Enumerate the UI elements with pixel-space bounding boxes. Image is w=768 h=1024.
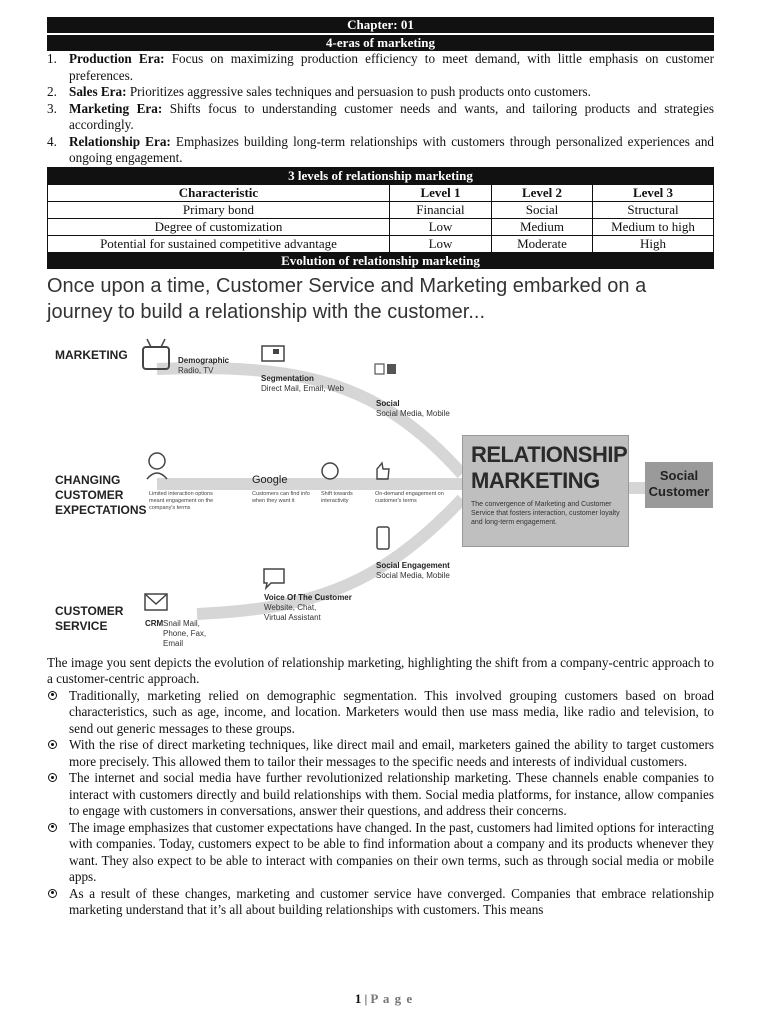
row-label-customer-service: CUSTOMER SERVICE [55,603,124,633]
person-icon [147,453,167,479]
chat-bubble-icon [264,569,284,588]
voice-of-customer-sub: Website, Chat, Virtual Assistant [264,602,321,622]
era-text: Focus on maximizing production efficiency to meet demand, with little emphasis on customer preferences. [69,51,714,83]
limited-options-text: Limited interaction options meant engagement on the company's terms [149,490,214,511]
page-label: P a g e [370,991,414,1006]
era-item [47,101,714,134]
bullet-text: As a result of these changes, marketing and customer service have converged. Companies that embrace relationship marketing understand that it’s all about building relationships with customers. This means [69,885,714,917]
bullet-item [47,770,714,820]
era-number: 3. [47,100,57,116]
relationship-marketing-title: RELATIONSHIP MARKETING [471,441,627,493]
era-item [47,84,714,101]
chapter-heading: Chapter: 01 [47,17,714,33]
row-label-changing-expectations: CHANGING CUSTOMER EXPECTATIONS [55,472,147,517]
relationship-marketing-desc: The convergence of Marketing and Customer Service that fosters interaction, customer loyalty and long-term engagement. [471,500,620,526]
bullet-list [47,688,714,919]
social-sub: Social Media, Mobile [376,408,450,418]
mail-icon [262,346,284,361]
bullet-icon [48,691,57,700]
bullet-item [47,886,714,919]
era-text: Shifts focus to understanding customer needs and wants, and tailoring products and strategies accordingly. [69,100,715,132]
era-name: Marketing Era: [69,100,163,116]
eras-list [47,51,714,167]
thumbs-up-icon [377,463,389,479]
bullet-icon [48,823,57,832]
social-engagement-title: Social Engagement [376,560,450,570]
page-footer [0,991,768,1007]
row-label-marketing: MARKETING [55,347,128,362]
bullet-icon [48,889,57,898]
table-cell: High [593,235,714,252]
social-badges-icon [375,364,396,374]
table-cell: Low [390,218,492,235]
bullet-item [47,820,714,886]
table-cell: Moderate [492,235,593,252]
era-number: 1. [47,51,57,66]
evolution-heading: Evolution of relationship marketing [47,253,714,269]
google-sub: Customers can find info when they want it [252,490,310,504]
bullet-text: Traditionally, marketing relied on demographic segmentation. This involved grouping customers based on broad characteristics, such as age, income, and location. Marketers would then use mass media, like radio and television, to send out generic messages to these groups. [69,687,714,736]
era-text: Emphasizes building long-term relationships with customers through personalized experiences and ongoing engagement. [69,133,715,165]
bullet-icon [48,740,57,749]
voice-of-customer-title: Voice Of The Customer [264,592,352,602]
social-customer-box: Social Customer [645,462,713,508]
segmentation-sub: Direct Mail, Email, Web [261,383,344,393]
table-row [48,218,714,235]
shift-text: Shift towards interactivity [321,490,353,504]
era-item [47,51,714,84]
table-cell: Primary bond [48,201,390,218]
intro-paragraph: The image you sent depicts the evolution of relationship marketing, highlighting the shift from a company-centric approach to a customer-centric approach. [47,654,714,686]
document-page [47,17,714,919]
column-header: Characteristic [48,184,390,201]
bullet-item [47,688,714,738]
page-separator: | [361,991,371,1006]
table-cell: Potential for sustained competitive advantage [48,235,390,252]
social-engagement-sub: Social Media, Mobile [376,570,450,580]
levels-table [47,167,714,253]
table-cell: Medium [492,218,593,235]
era-name: Relationship Era: [69,133,171,149]
evolution-figure [47,269,714,655]
envelope-icon [145,594,167,610]
era-text: Prioritizes aggressive sales techniques and persuasion to push products onto customers. [126,84,591,99]
table-cell: Social [492,201,593,218]
hashtag-circle-icon [322,463,338,479]
figure-headline: Once upon a time, Customer Service and Marketing embarked on a journey to build a relationship with the customer... [47,274,647,323]
bullet-text: The internet and social media have further revolutionized relationship marketing. These channels enable companies to interact with customers directly and build relationships with them. Social media platforms, for instance, allow companies to engage with customers in conversations, answer their questions, and address their concerns. [69,770,714,818]
bullet-icon [48,773,57,782]
table-row [48,235,714,252]
table-cell: Structural [593,201,714,218]
column-header: Level 1 [390,184,492,201]
bullet-item [47,737,714,770]
column-header: Level 3 [593,184,714,201]
crm-sub: Snail Mail, Phone, Fax, Email [163,618,207,648]
table-cell: Medium to high [593,218,714,235]
google-label: Google [252,473,288,486]
page-number: 1 [354,991,362,1006]
era-name: Production Era: [69,51,165,66]
social-title: Social [376,398,400,408]
demographic-title: Demographic [178,355,230,365]
demographic-sub: Radio, TV [178,365,214,375]
table-cell: Degree of customization [48,218,390,235]
bullet-text: The image emphasizes that customer expectations have changed. In the past, customers had limited options for interacting with companies. Today, customers expect to be able to find information about a company and its products whenever they want. They also expect to be able to interact with companies on their own terms, such as through social media or mobile apps. [69,819,714,884]
era-number: 4. [47,133,57,149]
era-item [47,134,714,167]
relationship-marketing-box [462,435,629,547]
levels-table-title: 3 levels of relationship marketing [48,167,714,184]
era-number: 2. [47,84,57,99]
bullet-text: With the rise of direct marketing techniques, like direct mail and email, marketers gained the ability to target customers more precisely. This allowed them to tailor their messages to the specific needs and interests of individual customers. [69,737,714,769]
crm-title: CRM [145,618,164,628]
table-header-row [48,184,714,201]
segmentation-title: Segmentation [261,373,314,383]
table-cell: Low [390,235,492,252]
on-demand-text: On-demand engagement on customer's terms [375,490,444,504]
table-row [48,201,714,218]
eras-heading: 4-eras of marketing [47,35,714,51]
mobile-phone-icon [377,527,389,549]
column-header: Level 2 [492,184,593,201]
table-cell: Financial [390,201,492,218]
era-name: Sales Era: [69,84,127,99]
